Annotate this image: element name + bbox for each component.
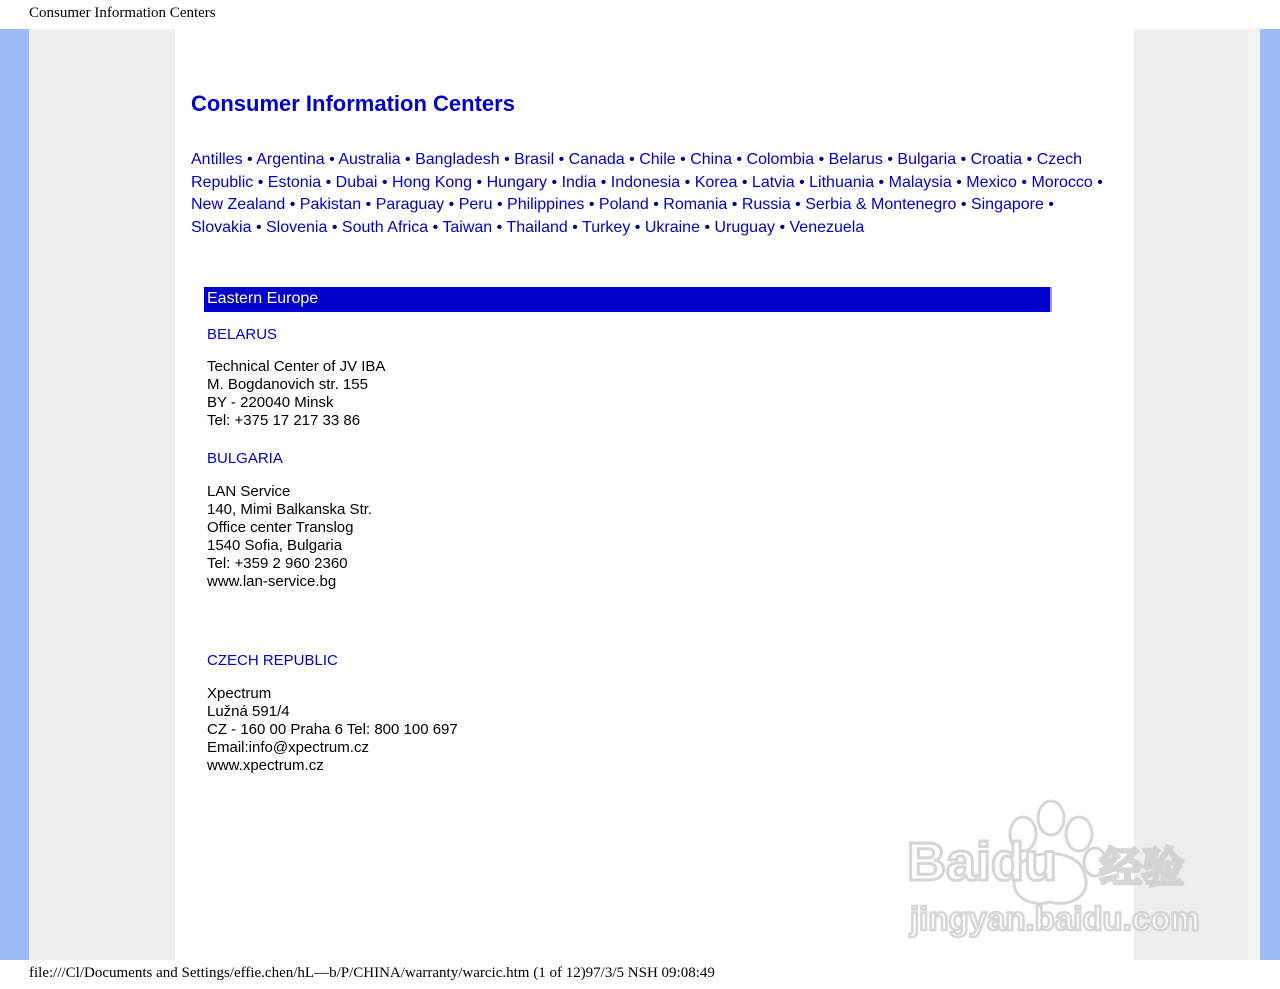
link-separator: • bbox=[432, 218, 439, 236]
link-separator: • bbox=[704, 218, 711, 236]
link-separator: • bbox=[731, 196, 738, 214]
page-title: Consumer Information Centers bbox=[191, 91, 515, 116]
address-line: Tel: +375 17 217 33 86 bbox=[207, 412, 361, 429]
country-link-paraguay[interactable]: Paraguay bbox=[375, 196, 445, 214]
country-link-colombia[interactable]: Colombia bbox=[746, 151, 815, 168]
country-link-turkey[interactable]: Turkey bbox=[582, 218, 631, 236]
link-separator: • bbox=[405, 151, 411, 168]
country-link-chile[interactable]: Chile bbox=[639, 151, 676, 168]
address-czech-republic bbox=[207, 685, 458, 775]
link-separator: • bbox=[1097, 173, 1103, 191]
country-link-morocco[interactable]: Morocco bbox=[1031, 173, 1093, 191]
link-separator: • bbox=[818, 151, 825, 168]
country-link-lithuania[interactable]: Lithuania bbox=[809, 173, 875, 191]
address-belarus bbox=[207, 358, 385, 430]
address-line: Tel: +359 2 960 2360 bbox=[207, 555, 348, 572]
country-link-serbia-montenegro[interactable]: Serbia & Montenegro bbox=[805, 196, 957, 214]
country-heading-belarus: BELARUS bbox=[207, 326, 278, 343]
link-separator: • bbox=[329, 151, 335, 168]
right-grey-inner-margin bbox=[1248, 29, 1260, 960]
print-header: Consumer Information Centers bbox=[29, 5, 216, 21]
link-separator: • bbox=[255, 218, 262, 236]
country-link-estonia[interactable]: Estonia bbox=[267, 173, 322, 191]
link-separator: • bbox=[572, 218, 578, 236]
country-link-dubai[interactable]: Dubai bbox=[335, 173, 378, 191]
country-link-belarus[interactable]: Belarus bbox=[828, 151, 883, 168]
link-separator: • bbox=[257, 173, 264, 191]
country-link-taiwan[interactable]: Taiwan bbox=[442, 218, 493, 236]
link-separator: • bbox=[448, 196, 455, 214]
country-link-slovenia[interactable]: Slovenia bbox=[266, 218, 328, 236]
link-separator: • bbox=[736, 151, 743, 168]
country-heading-bulgaria: BULGARIA bbox=[207, 450, 283, 467]
country-link-uruguay[interactable]: Uruguay bbox=[714, 218, 775, 236]
address-line: Lužná 591/4 bbox=[207, 703, 290, 720]
link-separator: • bbox=[496, 196, 503, 214]
link-separator: • bbox=[887, 151, 893, 168]
link-separator: • bbox=[634, 218, 641, 236]
link-separator: • bbox=[381, 173, 388, 191]
link-separator: • bbox=[956, 173, 962, 191]
print-footer: file:///Cl/Documents and Settings/effie.chen/hL—b/P/CHINA/warranty/warcic.htm (1 of 12)97/3/5 NSH 09:08:49 bbox=[29, 965, 715, 981]
watermark-brand-suffix: 经验 bbox=[1100, 843, 1185, 892]
address-line: www.lan-service.bg bbox=[207, 573, 337, 590]
country-link-hungary[interactable]: Hungary bbox=[486, 173, 548, 191]
link-separator: • bbox=[1026, 151, 1033, 168]
right-blue-band bbox=[1260, 29, 1280, 960]
link-separator: • bbox=[741, 173, 748, 191]
country-link-peru[interactable]: Peru bbox=[458, 196, 493, 214]
country-link-philippines[interactable]: Philippines bbox=[507, 196, 585, 214]
link-separator: • bbox=[289, 196, 296, 214]
country-link-india[interactable]: India bbox=[561, 173, 597, 191]
country-link-pakistan[interactable]: Pakistan bbox=[299, 196, 362, 214]
country-link-list bbox=[191, 149, 1116, 239]
center-czech-republic bbox=[207, 652, 458, 775]
left-grey-margin bbox=[29, 29, 175, 960]
region-header-eastern-europe: Eastern Europe bbox=[204, 287, 1052, 312]
country-link-slovakia[interactable]: Slovakia bbox=[191, 218, 252, 236]
country-link-australia[interactable]: Australia bbox=[338, 151, 401, 168]
link-separator: • bbox=[629, 151, 635, 168]
link-separator: • bbox=[684, 173, 691, 191]
country-link-bangladesh[interactable]: Bangladesh bbox=[415, 151, 500, 168]
watermark-brand-text: Baidu bbox=[907, 832, 1058, 892]
link-separator: • bbox=[795, 196, 801, 214]
address-line: LAN Service bbox=[207, 483, 291, 500]
link-separator: • bbox=[504, 151, 510, 168]
address-bulgaria bbox=[207, 483, 372, 591]
link-separator: • bbox=[680, 151, 686, 168]
country-link-new-zealand[interactable]: New Zealand bbox=[191, 196, 286, 214]
address-line: BY - 220040 Minsk bbox=[207, 394, 334, 411]
baidu-watermark bbox=[905, 790, 1205, 950]
country-link-malaysia[interactable]: Malaysia bbox=[888, 173, 952, 191]
address-line: Email:info@xpectrum.cz bbox=[207, 739, 369, 756]
watermark-url: jingyan.baidu.com bbox=[910, 900, 1200, 937]
link-separator: • bbox=[1021, 173, 1028, 191]
country-link-south-africa[interactable]: South Africa bbox=[341, 218, 429, 236]
country-link-romania[interactable]: Romania bbox=[663, 196, 728, 214]
country-link-ukraine[interactable]: Ukraine bbox=[644, 218, 700, 236]
link-separator: • bbox=[960, 151, 967, 168]
country-link-brasil[interactable]: Brasil bbox=[514, 151, 555, 168]
link-separator: • bbox=[799, 173, 805, 191]
country-link-mexico[interactable]: Mexico bbox=[966, 173, 1017, 191]
country-link-venezuela[interactable]: Venezuela bbox=[789, 218, 865, 236]
country-link-indonesia[interactable]: Indonesia bbox=[610, 173, 681, 191]
country-link-argentina[interactable]: Argentina bbox=[256, 151, 325, 168]
country-link-latvia[interactable]: Latvia bbox=[751, 173, 795, 191]
link-separator: • bbox=[331, 218, 338, 236]
address-line: 1540 Sofia, Bulgaria bbox=[207, 537, 343, 554]
country-link-canada[interactable]: Canada bbox=[568, 151, 625, 168]
link-separator: • bbox=[247, 151, 253, 168]
address-line: Xpectrum bbox=[207, 685, 272, 702]
country-link-hong-kong[interactable]: Hong Kong bbox=[392, 173, 473, 191]
left-blue-band bbox=[0, 29, 29, 960]
center-bulgaria bbox=[207, 450, 372, 591]
country-link-korea[interactable]: Korea bbox=[694, 173, 738, 191]
address-line: CZ - 160 00 Praha 6 Tel: 800 100 697 bbox=[207, 721, 458, 738]
country-link-antilles[interactable]: Antilles bbox=[191, 151, 243, 168]
link-separator: • bbox=[600, 173, 607, 191]
country-link-croatia[interactable]: Croatia bbox=[970, 151, 1023, 168]
country-link-poland[interactable]: Poland bbox=[598, 196, 649, 214]
link-separator: • bbox=[496, 218, 503, 236]
address-line: www.xpectrum.cz bbox=[207, 757, 324, 774]
country-link-thailand[interactable]: Thailand bbox=[506, 218, 568, 236]
address-line: Office center Translog bbox=[207, 519, 354, 536]
link-separator: • bbox=[551, 173, 558, 191]
country-link-singapore[interactable]: Singapore bbox=[970, 196, 1044, 214]
link-separator: • bbox=[325, 173, 332, 191]
address-line: 140, Mimi Balkanska Str. bbox=[207, 501, 373, 518]
link-separator: • bbox=[588, 196, 595, 214]
link-separator: • bbox=[476, 173, 483, 191]
country-heading-czech-republic: CZECH REPUBLIC bbox=[207, 652, 338, 669]
link-separator: • bbox=[779, 218, 786, 236]
link-separator: • bbox=[1048, 196, 1054, 214]
center-belarus bbox=[207, 326, 385, 430]
country-link-bulgaria[interactable]: Bulgaria bbox=[897, 151, 957, 168]
link-separator: • bbox=[653, 196, 659, 214]
country-link-russia[interactable]: Russia bbox=[741, 196, 791, 214]
country-link-china[interactable]: China bbox=[690, 151, 733, 168]
link-separator: • bbox=[960, 196, 967, 214]
country-link-czech-republic[interactable]: Czech Republic bbox=[191, 151, 1083, 191]
address-line: M. Bogdanovich str. 155 bbox=[207, 376, 368, 393]
link-separator: • bbox=[878, 173, 885, 191]
address-line: Technical Center of JV IBA bbox=[207, 358, 386, 375]
link-separator: • bbox=[365, 196, 372, 214]
link-separator: • bbox=[558, 151, 565, 168]
